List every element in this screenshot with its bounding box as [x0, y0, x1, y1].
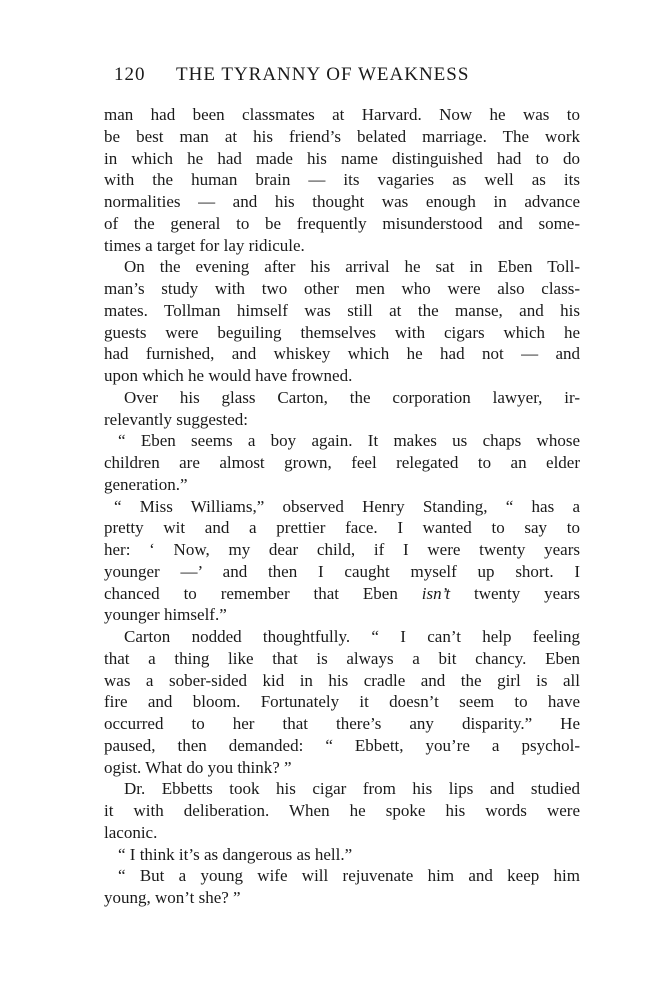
text-line: younger himself.” [104, 605, 227, 625]
text-line: laconic. [104, 822, 158, 842]
text-line: normalities — and his thought was enough in advance [104, 192, 580, 211]
text-line: On the evening after his arrival he sat in Eben Toll- [124, 257, 580, 277]
text-line: fire and bloom. Fortunately it doesn’t seem to have [104, 692, 580, 712]
text-line: that a thing like that is always a bit chancy. Eben [104, 648, 580, 668]
running-title: THE TYRANNY OF WEAKNESS [176, 64, 470, 85]
text-line: younger —’ and then I caught myself up short. I [104, 561, 580, 581]
text-line: Dr. Ebbetts took his cigar from his lips and studied [124, 779, 580, 799]
text-line: be best man at his friend’s belated marriage. The work [104, 126, 580, 146]
text-line: young, won’t she? ” [104, 888, 241, 907]
text-line: had furnished, and whiskey which he had not — and [104, 344, 580, 364]
text-line: her: ‘ Now, my dear child, if I were twenty years [104, 540, 580, 559]
text-line: it with deliberation. When he spoke his words were [104, 801, 580, 820]
running-header [114, 64, 574, 86]
text-line: generation.” [104, 474, 188, 494]
text-line: “ But a young wife will rejuvenate him and keep him [118, 866, 580, 886]
text-line: man had been classmates at Harvard. Now he was to [104, 105, 580, 124]
text-line: man’s study with two other men who were also class- [104, 279, 580, 298]
text-span: twenty years [473, 583, 581, 603]
text-line: relevantly suggested: [104, 409, 248, 429]
emphasis-text: isn’t [421, 583, 451, 603]
text-line: of the general to be frequently misunderstood and some- [104, 213, 580, 233]
text-line: mates. Tollman himself was still at the manse, and his [104, 300, 580, 320]
text-line: Carton nodded thoughtfully. “ I can’t help feeling [124, 627, 580, 646]
text-line: “ Eben seems a boy again. It makes us chaps whose [118, 431, 580, 451]
text-line: with the human brain — its vagaries as well as its [104, 170, 580, 190]
text-line: in which he had made his name distinguished had to do [104, 148, 580, 168]
text-line: ogist. What do you think? ” [104, 757, 292, 777]
text-line: “ I think it’s as dangerous as hell.” [118, 844, 353, 864]
text-line: Over his glass Carton, the corporation lawyer, ir- [124, 387, 580, 407]
text-line: upon which he would have frowned. [104, 366, 353, 385]
text-line: pretty wit and a prettier face. I wanted to say to [104, 518, 580, 538]
text-line [104, 583, 580, 605]
text-span: chanced to remember that Eben [104, 583, 398, 603]
text-line: “ Miss Williams,” observed Henry Standing, “ has a [114, 496, 580, 516]
page-number: 120 [114, 64, 146, 85]
text-line: paused, then demanded: “ Ebbett, you’re a psychol- [104, 735, 580, 755]
body-text [104, 104, 580, 909]
text-line: children are almost grown, feel relegated to an elder [104, 453, 580, 472]
text-line: occurred to her that there’s any disparity.” He [104, 714, 580, 733]
text-line: guests were beguiling themselves with cigars which he [104, 322, 580, 342]
text-line: times a target for lay ridicule. [104, 235, 305, 255]
text-line: was a sober-sided kid in his cradle and the girl is all [104, 670, 580, 690]
